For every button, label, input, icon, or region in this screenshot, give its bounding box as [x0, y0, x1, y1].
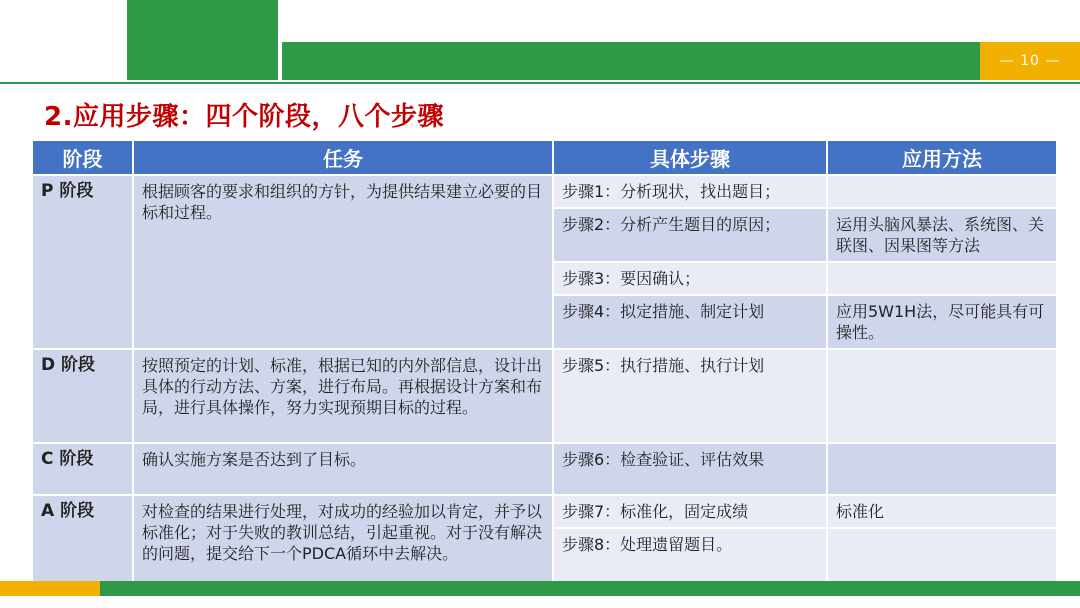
- header-method: 应用方法: [827, 140, 1057, 175]
- table-header-row: [32, 140, 1057, 175]
- table-row: [32, 443, 1057, 495]
- method-cell: 运用头脑风暴法、系统图、关联图、因果图等方法: [827, 208, 1057, 262]
- decorative-green-block: [127, 0, 278, 80]
- table-row: [32, 495, 1057, 528]
- header-steps: 具体步骤: [553, 140, 827, 175]
- step-cell: 步骤7：标准化，固定成绩: [553, 495, 827, 528]
- footer-gold-bar: [0, 581, 100, 596]
- task-cell: 确认实施方案是否达到了目标。: [133, 443, 553, 495]
- table-row: [32, 175, 1057, 208]
- header-task: 任务: [133, 140, 553, 175]
- phase-cell: C 阶段: [32, 443, 133, 495]
- step-cell: 步骤4：拟定措施、制定计划: [553, 295, 827, 349]
- step-cell: 步骤2：分析产生题目的原因；: [553, 208, 827, 262]
- step-cell: 步骤8：处理遗留题目。: [553, 528, 827, 593]
- method-cell: 标准化: [827, 495, 1057, 528]
- step-cell: 步骤1：分析现状，找出题目；: [553, 175, 827, 208]
- decorative-green-bar: [282, 42, 980, 80]
- phase-cell: D 阶段: [32, 349, 133, 443]
- table-row: [32, 349, 1057, 443]
- phase-cell: P 阶段: [32, 175, 133, 349]
- slide-title: 2.应用步骤：四个阶段，八个步骤: [44, 102, 444, 132]
- method-cell: 应用5W1H法，尽可能具有可操性。: [827, 295, 1057, 349]
- page-number: — 10 —: [980, 42, 1080, 80]
- header-phase: 阶段: [32, 140, 133, 175]
- pdca-steps-table: [31, 139, 1058, 594]
- step-cell: 步骤6：检查验证、评估效果: [553, 443, 827, 495]
- method-cell: [827, 175, 1057, 208]
- step-cell: 步骤3：要因确认；: [553, 262, 827, 295]
- phase-cell: A 阶段: [32, 495, 133, 593]
- method-cell: [827, 443, 1057, 495]
- header-divider: [0, 82, 1080, 84]
- task-cell: 按照预定的计划、标准，根据已知的内外部信息，设计出具体的行动方法、方案，进行布局。再根据设计方案和布局，进行具体操作，努力实现预期目标的过程。: [133, 349, 553, 443]
- method-cell: [827, 262, 1057, 295]
- step-cell: 步骤5：执行措施、执行计划: [553, 349, 827, 443]
- task-cell: 根据顾客的要求和组织的方针，为提供结果建立必要的目标和过程。: [133, 175, 553, 349]
- footer-green-bar: [100, 581, 1080, 596]
- method-cell: [827, 349, 1057, 443]
- task-cell: 对检查的结果进行处理，对成功的经验加以肯定，并予以标准化；对于失败的教训总结，引起重视。对于没有解决的问题，提交给下一个PDCA循环中去解决。: [133, 495, 553, 593]
